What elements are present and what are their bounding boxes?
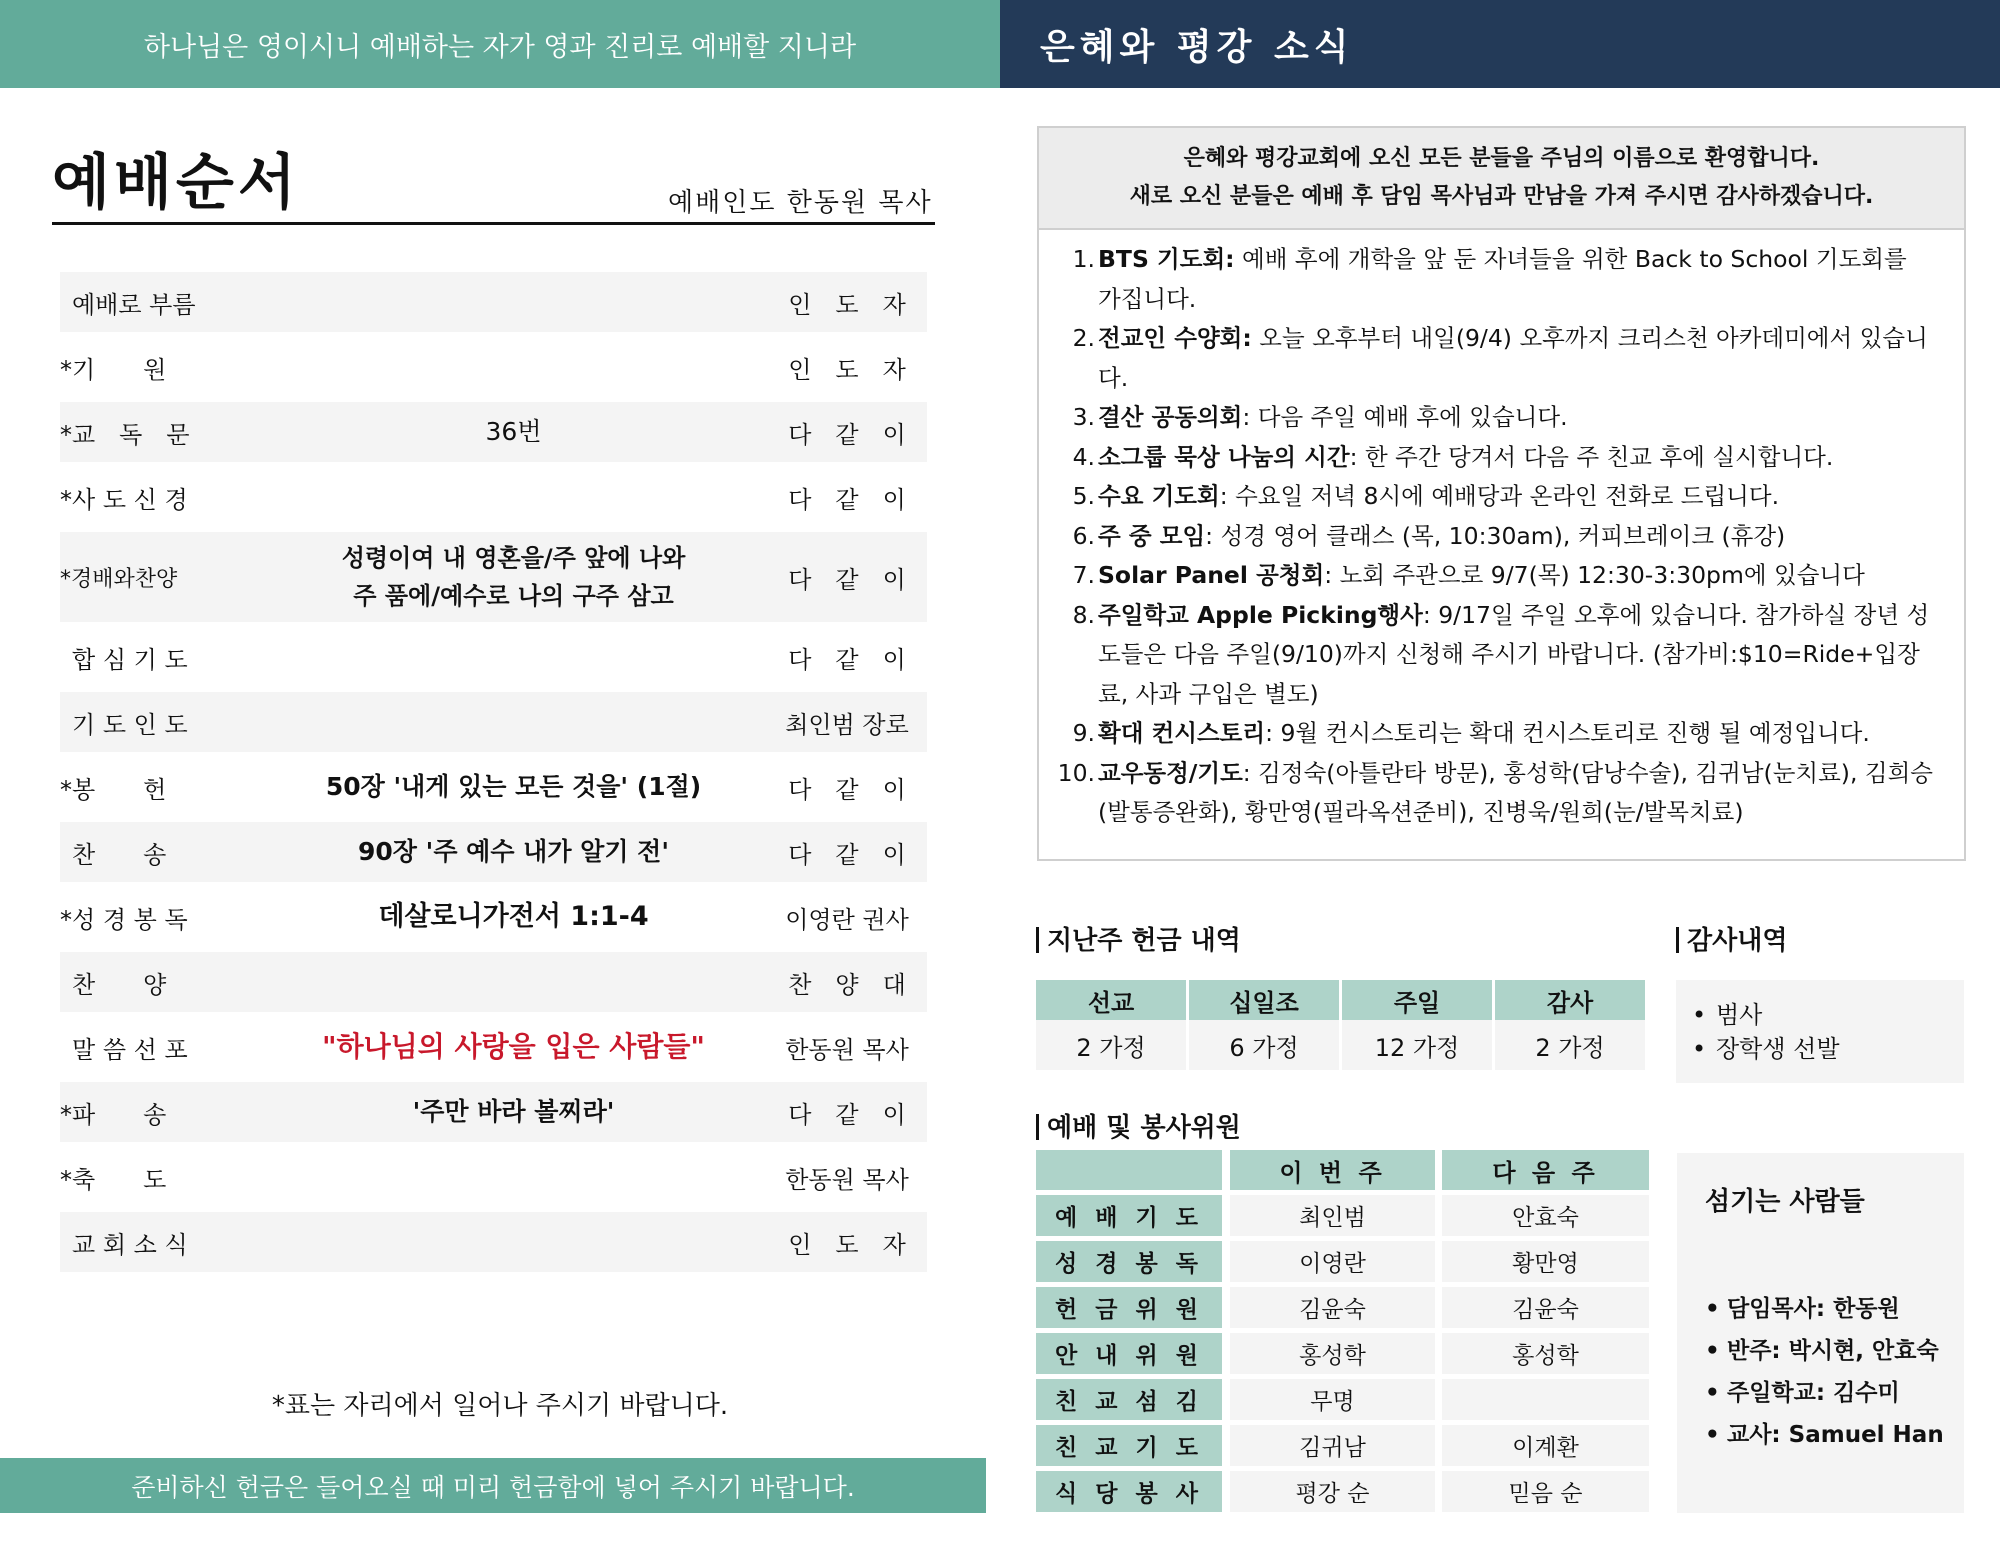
- standing-mark: *: [60, 1100, 72, 1129]
- news-title: 소그룹 묵상 나눔의 시간: [1098, 442, 1350, 471]
- order-item-name: 찬 양: [72, 970, 167, 999]
- news-item: [1055, 477, 1934, 517]
- order-item-content: 성령이여 내 영혼을/주 앞에 나와 주 품에/예수로 나의 구주 삼고: [341, 544, 686, 610]
- service-next-week: 이계환: [1442, 1425, 1649, 1466]
- order-item-leader: 다 같 이: [788, 1100, 906, 1129]
- news-title: BTS 기도회:: [1098, 245, 1235, 273]
- order-item-name: 교 회 소 식: [72, 1230, 188, 1259]
- news-number: 2.: [1072, 324, 1095, 352]
- news-title: 결산 공동의회: [1098, 403, 1243, 431]
- bullet-icon: •: [1705, 1338, 1720, 1364]
- offering-value: 2 가정: [1495, 1020, 1645, 1070]
- servers-title: 섬기는 사람들: [1705, 1187, 1865, 1217]
- news-title: 교우동정/기도: [1098, 758, 1243, 787]
- news-number: 5.: [1072, 482, 1095, 510]
- order-item-leader: 한동원 목사: [785, 1035, 909, 1064]
- order-item-name: *교 독 문: [60, 420, 190, 449]
- order-item-leader: 다 같 이: [788, 485, 906, 514]
- bullet-icon: •: [1692, 1035, 1707, 1063]
- service-this-week: 최인범: [1230, 1195, 1435, 1236]
- news-number: 8.: [1072, 600, 1095, 629]
- news-text: 예배 후에 개학을 앞 둔 자녀들을 위한 Back to School 기도회를 가집니다.: [1098, 245, 1907, 313]
- news-text: : 9월 컨시스토리는 확대 컨시스토리로 진행 될 예정입니다.: [1265, 719, 1870, 747]
- order-of-worship-table: [60, 272, 927, 1277]
- service-role: 예 배 기 도: [1036, 1195, 1222, 1236]
- news-number: 9.: [1072, 719, 1095, 747]
- order-item-leader: 다 같 이: [788, 840, 906, 869]
- news-title: 수요 기도회: [1098, 482, 1220, 510]
- news-item: [1055, 754, 1934, 833]
- order-item-leader: 찬 양 대: [788, 970, 906, 999]
- service-next-week: [1442, 1379, 1649, 1420]
- sermon-title: "하나님의 사랑을 입은 사람들": [322, 1030, 705, 1063]
- offering-header: 선교: [1036, 980, 1186, 1020]
- service-header-row: [1036, 1150, 1649, 1190]
- order-row: [60, 627, 927, 687]
- section-bar: [1036, 927, 1039, 953]
- order-row: [60, 692, 927, 752]
- service-row: [1036, 1195, 1649, 1236]
- service-role: 성 경 봉 독: [1036, 1241, 1222, 1282]
- offering-header: 주일: [1342, 980, 1492, 1020]
- offering-column: [1036, 980, 1186, 1070]
- news-number: 10.: [1057, 758, 1095, 787]
- bullet-icon: •: [1705, 1296, 1720, 1322]
- worship-leader: 예배인도 한동원 목사: [668, 188, 933, 218]
- news-title: 확대 컨시스토리: [1098, 719, 1266, 747]
- order-item-name: *봉 헌: [60, 775, 167, 804]
- order-item-name: *경배와찬양: [60, 566, 178, 592]
- news-number: 7.: [1072, 561, 1095, 589]
- standing-note: *표는 자리에서 일어나 주시기 바랍니다.: [271, 1391, 729, 1421]
- news-number: 3.: [1072, 403, 1095, 431]
- order-item-leader: 한동원 목사: [785, 1165, 909, 1194]
- service-next-week: 안효숙: [1442, 1195, 1649, 1236]
- news-number: 6.: [1072, 521, 1095, 550]
- order-item-leader: 다 같 이: [788, 565, 906, 594]
- thanks-item: • 범사: [1692, 998, 1964, 1032]
- service-row: [1036, 1425, 1649, 1466]
- section-bar: [1676, 927, 1679, 953]
- server-item: • 교사: Samuel Han: [1705, 1414, 1964, 1456]
- order-item-name: *축 도: [60, 1165, 167, 1194]
- offering-header: 감사: [1495, 980, 1645, 1020]
- service-role: 안 내 위 원: [1036, 1333, 1222, 1374]
- standing-mark: *: [60, 485, 72, 514]
- order-row: [60, 822, 927, 882]
- section-bar: [1036, 1114, 1039, 1140]
- service-this-week: 홍성학: [1230, 1333, 1435, 1374]
- bullet-icon: •: [1705, 1422, 1720, 1448]
- verse-banner: 하나님은 영이시니 예배하는 자가 영과 진리로 예배할 지니라: [0, 0, 1000, 88]
- service-role: 헌 금 위 원: [1036, 1287, 1222, 1328]
- news-title: Solar Panel 공청회: [1098, 561, 1325, 589]
- order-item-content: 50장 '내게 있는 모든 것을' (1절): [325, 772, 702, 801]
- order-item-leader: 인 도 자: [788, 290, 906, 319]
- server-item: • 반주: 박시현, 안효숙: [1705, 1330, 1964, 1372]
- offering-value: 12 가정: [1342, 1020, 1492, 1070]
- offering-column: [1342, 980, 1492, 1070]
- news-number: 4.: [1072, 442, 1095, 471]
- offering-header: 십일조: [1189, 980, 1339, 1020]
- service-this-week: 김윤숙: [1230, 1287, 1435, 1328]
- title-divider: [52, 222, 935, 225]
- news-title: 주일학교 Apple Picking행사: [1098, 600, 1423, 629]
- service-this-week: 무명: [1230, 1379, 1435, 1420]
- order-of-worship-title: 예배순서: [52, 148, 300, 218]
- news-item: [1055, 438, 1934, 478]
- service-table: [1036, 1150, 1649, 1517]
- order-item-name: 합 심 기 도: [72, 645, 188, 674]
- order-row: [60, 1082, 927, 1142]
- order-item-leader: 인 도 자: [788, 1230, 906, 1259]
- service-section-title: 예배 및 봉사위원: [1036, 1107, 1241, 1144]
- news-text: : 9/17일 주일 오후에 있습니다. 참가하실 장년 성도들은 다음 주일(9/10)까지 신청해 주시기 바랍니다. (참가비:$10=Ride+입장료, 사과 구입은 별도): [1098, 600, 1930, 708]
- order-row: [60, 887, 927, 947]
- order-row: [60, 272, 927, 332]
- order-item-name: *파 송: [60, 1100, 167, 1129]
- thanks-section-title: 감사내역: [1676, 920, 1787, 957]
- service-this-week: 이영란: [1230, 1241, 1435, 1282]
- order-item-name: 말 씀 선 포: [72, 1035, 188, 1064]
- welcome-message: [1039, 128, 1964, 230]
- welcome-line: 은혜와 평강교회에 오신 모든 분들을 주님의 이름으로 환영합니다.: [1183, 146, 1820, 171]
- offering-value: 2 가정: [1036, 1020, 1186, 1070]
- standing-mark: *: [60, 1165, 72, 1194]
- service-row: [1036, 1287, 1649, 1328]
- news-title: 주 중 모임: [1098, 521, 1206, 550]
- news-item: [1055, 596, 1934, 715]
- order-item-leader: 다 같 이: [788, 420, 906, 449]
- bullet-icon: •: [1705, 1380, 1720, 1406]
- news-text: : 김정숙(아틀란타 방문), 홍성학(담낭수술), 김귀남(눈치료), 김희승(발통증완화), 황만영(필라옥션준비), 진병욱/원희(눈/발목치료): [1098, 758, 1934, 826]
- standing-mark: *: [60, 355, 72, 384]
- news-text: : 다음 주일 예배 후에 있습니다.: [1242, 403, 1568, 431]
- news-text: : 성경 영어 클래스 (목, 10:30am), 커피브레이크 (휴강): [1205, 521, 1786, 550]
- service-row: [1036, 1471, 1649, 1512]
- news-item: [1055, 517, 1934, 557]
- order-item-leader: 다 같 이: [788, 775, 906, 804]
- standing-mark: *: [60, 566, 71, 592]
- server-item: • 담임목사: 한동원: [1705, 1288, 1964, 1330]
- news-number: 1.: [1072, 245, 1095, 273]
- offering-column: [1495, 980, 1645, 1070]
- service-role: 식 당 봉 사: [1036, 1471, 1222, 1512]
- order-item-name: *기 원: [60, 355, 167, 384]
- order-item-leader: 다 같 이: [788, 645, 906, 674]
- news-item: [1055, 556, 1934, 596]
- order-row: [60, 532, 927, 622]
- news-text: : 수요일 저녁 8시에 예배당과 온라인 전화로 드립니다.: [1219, 482, 1780, 510]
- service-row: [1036, 1241, 1649, 1282]
- order-row: [60, 402, 927, 462]
- thanks-box: [1676, 980, 1964, 1083]
- thanks-item: • 장학생 선발: [1692, 1032, 1964, 1066]
- welcome-line: 새로 오신 분들은 예배 후 담임 목사님과 만남을 가져 주시면 감사하겠습니다.: [1129, 184, 1874, 209]
- service-next-week: 황만영: [1442, 1241, 1649, 1282]
- standing-mark: *: [60, 905, 72, 934]
- news-text: : 한 주간 당겨서 다음 주 친교 후에 실시합니다.: [1349, 442, 1834, 471]
- order-item-name: *성 경 봉 독: [60, 905, 188, 934]
- order-item-leader: 이영란 권사: [785, 905, 909, 934]
- news-item: [1055, 398, 1934, 438]
- offering-table: [1036, 980, 1645, 1070]
- service-header: 이 번 주: [1230, 1150, 1435, 1190]
- order-item-content: 36번: [485, 417, 542, 446]
- order-row: [60, 1212, 927, 1272]
- news-item: [1055, 319, 1934, 398]
- news-item: [1055, 714, 1934, 754]
- order-row: [60, 1017, 927, 1077]
- order-item-name: 예배로 부름: [72, 290, 196, 319]
- news-item: [1055, 240, 1934, 319]
- service-this-week: 김귀남: [1230, 1425, 1435, 1466]
- service-row: [1036, 1333, 1649, 1374]
- standing-mark: *: [60, 775, 72, 804]
- order-item-content: 90장 '주 예수 내가 알기 전': [358, 837, 669, 866]
- offering-note-banner: 준비하신 헌금은 들어오실 때 미리 헌금함에 넣어 주시기 바랍니다.: [0, 1458, 986, 1513]
- service-this-week: 평강 순: [1230, 1471, 1435, 1512]
- service-next-week: 믿음 순: [1442, 1471, 1649, 1512]
- news-box: [1037, 126, 1966, 861]
- news-header-banner: 은혜와 평강 소식: [1000, 0, 2000, 88]
- order-row: [60, 1147, 927, 1207]
- service-role: 친 교 기 도: [1036, 1425, 1222, 1466]
- service-header: [1036, 1150, 1222, 1190]
- order-row: [60, 757, 927, 817]
- standing-mark: *: [60, 420, 72, 449]
- servers-box: [1677, 1153, 1964, 1513]
- news-list: [1039, 230, 1964, 833]
- service-role: 친 교 섬 김: [1036, 1379, 1222, 1420]
- bullet-icon: •: [1692, 1001, 1707, 1029]
- service-next-week: 홍성학: [1442, 1333, 1649, 1374]
- service-header: 다 음 주: [1442, 1150, 1649, 1190]
- order-item-content: 데살로니가전서 1:1-4: [378, 901, 649, 932]
- order-row: [60, 952, 927, 1012]
- offering-value: 6 가정: [1189, 1020, 1339, 1070]
- offering-section-title: 지난주 헌금 내역: [1036, 920, 1241, 957]
- order-item-leader: 최인범 장로: [785, 710, 909, 739]
- order-row: [60, 337, 927, 397]
- order-item-leader: 인 도 자: [788, 355, 906, 384]
- server-item: • 주일학교: 김수미: [1705, 1372, 1964, 1414]
- news-title: 전교인 수양회:: [1098, 324, 1252, 352]
- news-text: 오늘 오후부터 내일(9/4) 오후까지 크리스천 아카데미에서 있습니다.: [1098, 324, 1928, 392]
- order-item-content: '주만 바라 볼찌라': [412, 1097, 615, 1126]
- news-text: : 노회 주관으로 9/7(목) 12:30-3:30pm에 있습니다: [1324, 561, 1865, 589]
- service-next-week: 김윤숙: [1442, 1287, 1649, 1328]
- offering-column: [1189, 980, 1339, 1070]
- order-item-name: *사 도 신 경: [60, 485, 188, 514]
- service-row: [1036, 1379, 1649, 1420]
- order-item-name: 기 도 인 도: [72, 710, 188, 739]
- order-item-name: 찬 송: [72, 840, 167, 869]
- order-row: [60, 467, 927, 527]
